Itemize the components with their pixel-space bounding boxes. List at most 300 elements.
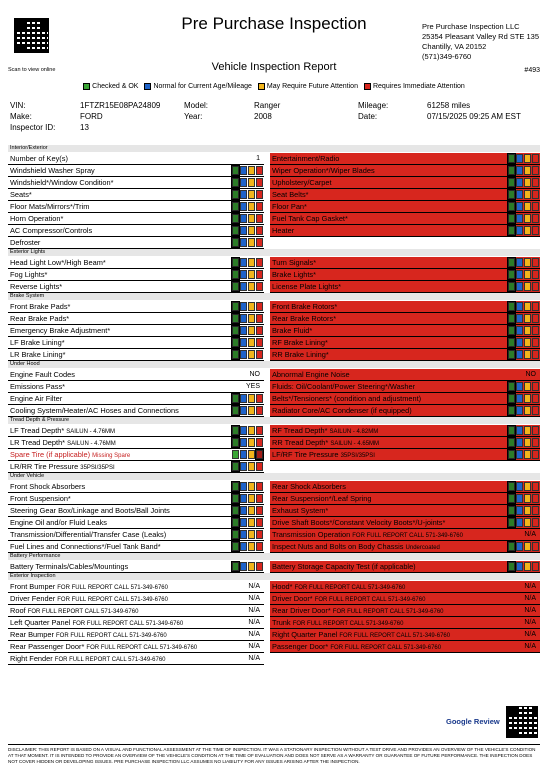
status-box-bl (516, 202, 523, 211)
row-label (272, 425, 378, 437)
inspection-row (270, 437, 540, 449)
row-label (272, 617, 403, 629)
item-name: RR Brake Lining* (272, 350, 329, 359)
status-box-r (532, 154, 539, 163)
status-box-g (508, 226, 515, 235)
status-box-r (256, 426, 263, 435)
status-box-y (248, 202, 255, 211)
inspection-row (8, 493, 264, 505)
inspection-row (8, 641, 264, 653)
inspection-row (8, 629, 264, 641)
status-box-y (248, 394, 255, 403)
status-box-y (248, 214, 255, 223)
item-name: Heater (272, 226, 295, 235)
inspection-row (8, 225, 264, 237)
status-box-y (524, 166, 531, 175)
status-box-r (256, 338, 263, 347)
item-name: Fluids: Oil/Coolant/Power Steering*/Washer (272, 382, 416, 391)
status-boxes (507, 202, 539, 211)
status-boxes (231, 202, 263, 211)
row-label (10, 301, 70, 312)
section-header: Exterior Lights (8, 249, 540, 256)
status-box-r (532, 450, 539, 459)
status-box-g (508, 326, 515, 335)
row-label (10, 581, 168, 593)
status-box-y (248, 270, 255, 279)
status-boxes (231, 394, 263, 403)
status-box-r (256, 314, 263, 323)
status-box-r (532, 314, 539, 323)
row-label (10, 325, 110, 336)
status-box-r (256, 270, 263, 279)
status-box-g (508, 506, 515, 515)
status-box-bl (240, 530, 247, 539)
status-boxes (507, 190, 539, 199)
item-name: Upholstery/Carpet (272, 178, 332, 187)
inspection-row (8, 425, 264, 437)
item-note: FOR FULL REPORT CALL 571-349-6760 (27, 609, 139, 615)
status-box-g (232, 350, 239, 359)
item-name: Rear Suspension*/Leaf Spring (272, 494, 372, 503)
status-box-g (232, 226, 239, 235)
status-box-y (248, 350, 255, 359)
item-note: FOR FULL REPORT CALL 571-349-6760 (352, 533, 463, 539)
status-boxes (231, 302, 263, 311)
item-name: Fuel Tank Cap Gasket* (272, 214, 348, 223)
inspection-row (8, 461, 264, 473)
item-name: LF Brake Lining* (10, 338, 65, 347)
status-box-g (232, 542, 239, 551)
row-label (10, 605, 138, 617)
status-box-g (508, 518, 515, 527)
status-box-y (524, 226, 531, 235)
status-box-y (524, 562, 531, 571)
status-box-r (256, 326, 263, 335)
inspection-row (270, 281, 540, 293)
section-header: Exterior Inspection (8, 573, 540, 580)
item-name: Head Light Low*/High Beam* (10, 258, 106, 267)
year-label: Year: (184, 112, 203, 121)
status-boxes (231, 338, 263, 347)
report-subtitle: Vehicle Inspection Report (211, 61, 337, 73)
row-label (272, 301, 337, 312)
item-note: FOR FULL REPORT CALL 571-349-6760 (57, 585, 168, 591)
status-box-bl (516, 214, 523, 223)
status-box-r (532, 426, 539, 435)
status-box-r (532, 406, 539, 415)
inspection-row (270, 541, 540, 553)
row-label (272, 369, 350, 380)
status-box-y (524, 438, 531, 447)
status-boxes (507, 226, 539, 235)
item-note: FOR FULL REPORT CALL 571-349-6760 (294, 585, 406, 591)
row-label (10, 153, 68, 164)
inspection-row (270, 337, 540, 349)
inspection-row (8, 617, 264, 629)
inspection-row (270, 301, 540, 313)
status-box-bl (240, 238, 247, 247)
status-box-y (524, 542, 531, 551)
item-note: FOR FULL REPORT CALL 571-349-6760 (314, 597, 426, 603)
item-note: FOR FULL REPORT CALL 571-349-6760 (86, 645, 198, 651)
status-box-bl (516, 302, 523, 311)
status-box-g (232, 406, 239, 415)
status-box-y (248, 226, 255, 235)
legend-item (364, 83, 465, 90)
row-label (272, 405, 412, 416)
row-label (10, 313, 69, 324)
inspection-row (8, 381, 264, 393)
status-box-r (532, 338, 539, 347)
item-value: N/A (248, 583, 260, 590)
status-box-bl (240, 202, 247, 211)
item-value: N/A (248, 631, 260, 638)
inspection-row (8, 369, 264, 381)
row-label (10, 281, 62, 292)
inspection-row (270, 617, 540, 629)
status-box-bl (240, 302, 247, 311)
status-box-r (256, 190, 263, 199)
inspection-row (8, 301, 264, 313)
status-box-y (248, 258, 255, 267)
inspection-row (270, 581, 540, 593)
item-name: LF/RF Tire Pressure (272, 450, 339, 459)
row-label (272, 393, 421, 404)
status-box-g (232, 530, 239, 539)
status-box-r (256, 178, 263, 187)
status-box-y (248, 338, 255, 347)
legend-swatch (364, 83, 371, 90)
item-name: LF Tread Depth* (10, 426, 65, 435)
status-box-g (508, 350, 515, 359)
item-name: Rear Driver Door* (272, 606, 331, 615)
vin-label: VIN: (10, 101, 26, 110)
item-name: Left Quarter Panel (10, 618, 71, 627)
status-box-r (532, 518, 539, 527)
status-box-g (232, 282, 239, 291)
item-note: FOR FULL REPORT CALL 571-349-6760 (57, 597, 168, 603)
item-name: RR Tread Depth* (272, 438, 329, 447)
item-name: Battery Terminals/Cables/Mountings (10, 562, 129, 571)
inspection-row (8, 449, 264, 461)
status-boxes (231, 238, 263, 247)
status-box-bl (516, 282, 523, 291)
item-name: Engine Air Filter (10, 394, 63, 403)
status-boxes (231, 438, 263, 447)
item-name: Front Brake Rotors* (272, 302, 338, 311)
status-boxes (507, 166, 539, 175)
item-name: Seat Belts* (272, 190, 309, 199)
item-name: Belts*/Tensioners* (condition and adjustment) (272, 394, 422, 403)
inspection-row (270, 165, 540, 177)
row-label (10, 177, 114, 188)
row-label (272, 313, 336, 324)
inspection-row (8, 153, 264, 165)
status-box-g (232, 394, 239, 403)
row-label (10, 449, 130, 461)
item-name: Front Brake Pads* (10, 302, 71, 311)
report-number: #493 (524, 67, 540, 74)
mileage-value: 61258 miles (427, 101, 471, 110)
company-street: 25354 Pleasant Valley Rd STE 135 (422, 32, 540, 41)
inspection-row (8, 337, 264, 349)
inspection-row (8, 237, 264, 249)
status-boxes (507, 518, 539, 527)
status-box-r (532, 350, 539, 359)
status-box-r (532, 302, 539, 311)
item-name: Front Bumper (10, 582, 56, 591)
inspection-row (8, 177, 264, 189)
status-box-y (524, 202, 531, 211)
status-box-y (248, 562, 255, 571)
item-name: Wiper Operation*/Wiper Blades (272, 166, 375, 175)
status-box-r (256, 542, 263, 551)
row-label (272, 605, 444, 617)
item-value: YES (245, 383, 260, 390)
vin-value: 1FTZR15E08PA24809 (80, 101, 161, 110)
status-box-r (256, 562, 263, 571)
inspection-row (8, 505, 264, 517)
legend-label: May Require Future Attention (266, 83, 358, 90)
row-label (10, 425, 115, 437)
status-box-y (524, 270, 531, 279)
item-name: Floor Mats/Mirrors*/Trim (10, 202, 90, 211)
item-name: Exhaust System* (272, 506, 329, 515)
row-label (10, 393, 62, 404)
status-box-g (508, 166, 515, 175)
inspection-row (8, 189, 264, 201)
status-boxes (231, 494, 263, 503)
item-name: Driver Door* (272, 594, 313, 603)
row-label (10, 337, 65, 348)
legend-swatch (83, 83, 90, 90)
status-box-bl (516, 450, 523, 459)
row-label (272, 349, 329, 360)
make-value: FORD (80, 112, 103, 121)
status-box-y (524, 326, 531, 335)
status-box-y (248, 530, 255, 539)
status-box-g (508, 426, 515, 435)
row-label (10, 653, 166, 665)
status-boxes (507, 326, 539, 335)
item-name: Horn Operation* (10, 214, 64, 223)
item-value: N/A (248, 607, 260, 614)
row-label (272, 481, 346, 492)
inspection-row (270, 177, 540, 189)
status-box-g (232, 338, 239, 347)
status-box-r (256, 282, 263, 291)
status-box-g (232, 518, 239, 527)
item-note: FOR FULL REPORT CALL 571-349-6760 (54, 657, 166, 663)
status-boxes (231, 226, 263, 235)
status-box-r (532, 166, 539, 175)
status-box-r (256, 406, 263, 415)
row-label (10, 617, 183, 629)
status-box-bl (240, 190, 247, 199)
inspection-row (270, 257, 540, 269)
status-box-bl (240, 518, 247, 527)
item-name: Passenger Door* (272, 642, 329, 651)
status-box-y (248, 462, 255, 471)
row-label (272, 201, 307, 212)
status-legend (0, 83, 548, 90)
item-value: N/A (524, 643, 536, 650)
status-box-y (524, 302, 531, 311)
status-boxes (507, 506, 539, 515)
status-box-g (508, 450, 515, 459)
status-box-r (256, 450, 263, 459)
status-box-y (248, 190, 255, 199)
row-label (272, 517, 445, 528)
status-box-y (248, 426, 255, 435)
status-box-r (256, 238, 263, 247)
row-label (10, 561, 128, 572)
status-boxes (231, 350, 263, 359)
status-box-g (508, 394, 515, 403)
row-label (10, 593, 168, 605)
status-box-y (524, 506, 531, 515)
status-box-r (532, 438, 539, 447)
row-label (10, 213, 63, 224)
status-boxes (231, 462, 263, 471)
status-box-y (524, 314, 531, 323)
status-box-g (232, 190, 239, 199)
item-value: N/A (248, 595, 260, 602)
inspection-row (8, 593, 264, 605)
model-label: Model: (184, 101, 209, 110)
inspection-row (270, 213, 540, 225)
item-note: FOR FULL REPORT CALL 571-349-6760 (72, 621, 184, 627)
row-label (272, 337, 328, 348)
row-label (272, 257, 316, 268)
status-box-y (248, 326, 255, 335)
status-box-r (532, 542, 539, 551)
inspection-row (270, 481, 540, 493)
inspector-label: Inspector ID: (10, 123, 56, 132)
status-boxes (231, 518, 263, 527)
inspection-row (270, 313, 540, 325)
item-name: Drive Shaft Boots*/Constant Velocity Boots*/U-joints* (272, 518, 446, 527)
status-box-y (248, 518, 255, 527)
status-box-r (532, 394, 539, 403)
item-value: NO (525, 371, 536, 378)
status-box-r (532, 226, 539, 235)
row-label (10, 493, 71, 504)
status-box-r (532, 270, 539, 279)
section-header: Under Vehicle (8, 473, 540, 480)
item-name: Brake Fluid* (272, 326, 313, 335)
status-box-bl (240, 214, 247, 223)
row-label (10, 369, 75, 380)
status-boxes (231, 530, 263, 539)
section-header: Interior/Exterior (8, 145, 540, 152)
row-label (10, 517, 107, 528)
status-box-bl (516, 518, 523, 527)
status-box-y (524, 406, 531, 415)
status-box-bl (516, 258, 523, 267)
status-box-y (248, 506, 255, 515)
status-boxes (231, 166, 263, 175)
status-box-g (232, 166, 239, 175)
status-box-bl (516, 166, 523, 175)
row-label (10, 201, 89, 212)
item-name: Rear Shock Absorbers (272, 482, 346, 491)
row-label (10, 529, 166, 540)
row-label (272, 165, 375, 176)
status-box-y (248, 166, 255, 175)
status-box-r (256, 166, 263, 175)
status-box-g (232, 450, 239, 459)
status-boxes (507, 258, 539, 267)
item-name: License Plate Lights* (272, 282, 342, 291)
status-box-bl (516, 562, 523, 571)
item-name: LR/RR Tire Pressure (10, 462, 79, 471)
row-label (272, 529, 463, 541)
status-box-r (532, 190, 539, 199)
status-box-r (532, 214, 539, 223)
inspection-row (270, 561, 540, 573)
status-box-g (508, 438, 515, 447)
row-label (10, 237, 40, 248)
status-box-bl (516, 314, 523, 323)
status-boxes (231, 178, 263, 187)
row-label (10, 541, 161, 552)
status-box-r (532, 326, 539, 335)
item-name: Front Suspension* (10, 494, 71, 503)
status-box-bl (240, 226, 247, 235)
row-label (10, 225, 92, 236)
status-boxes (507, 270, 539, 279)
item-value: N/A (248, 655, 260, 662)
status-box-r (256, 226, 263, 235)
status-box-y (524, 282, 531, 291)
google-review-qr-code[interactable] (506, 706, 538, 738)
item-name: Windshield*/Window Condition* (10, 178, 114, 187)
status-box-g (508, 190, 515, 199)
status-box-y (524, 258, 531, 267)
status-box-g (508, 338, 515, 347)
status-box-bl (240, 506, 247, 515)
status-box-r (256, 302, 263, 311)
item-note: 35PSI/35PSI (340, 453, 375, 459)
item-note: FOR FULL REPORT CALL 571-349-6760 (339, 633, 451, 639)
item-value: N/A (524, 583, 536, 590)
item-name: Emergency Brake Adjustment* (10, 326, 111, 335)
status-box-bl (516, 482, 523, 491)
status-box-r (256, 350, 263, 359)
item-name: Floor Pan* (272, 202, 307, 211)
status-box-g (232, 238, 239, 247)
status-box-bl (240, 338, 247, 347)
status-box-r (532, 494, 539, 503)
row-label (272, 561, 416, 572)
row-label (272, 593, 425, 605)
row-label (272, 505, 328, 516)
status-box-bl (516, 190, 523, 199)
status-boxes (507, 338, 539, 347)
inspection-row (270, 369, 540, 381)
status-boxes (231, 326, 263, 335)
google-review-link[interactable]: Google Review (446, 717, 500, 726)
item-name: Right Quarter Panel (272, 630, 338, 639)
item-note: Undercoated (405, 545, 440, 551)
item-note: FOR FULL REPORT CALL 571-349-6760 (56, 633, 167, 639)
row-label (10, 641, 197, 653)
status-box-bl (516, 394, 523, 403)
inspection-row (270, 393, 540, 405)
item-name: Cooling System/Heater/AC Hoses and Connections (10, 406, 179, 415)
status-box-bl (240, 350, 247, 359)
